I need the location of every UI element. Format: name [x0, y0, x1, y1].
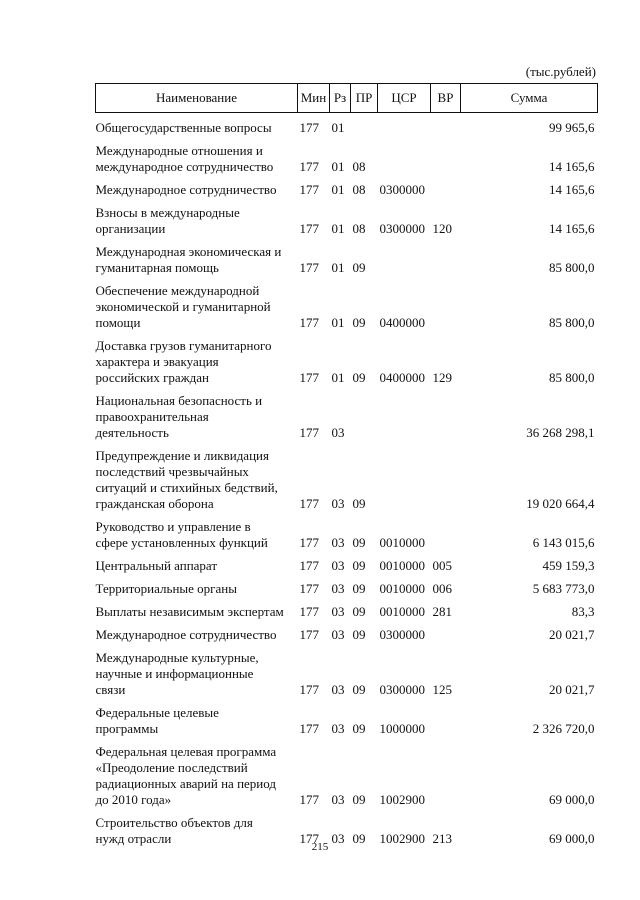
row-name-line: российских граждан [95, 370, 209, 385]
row-pr: 09 [352, 792, 366, 807]
table-row [96, 448, 598, 512]
row-pr: 09 [352, 721, 366, 736]
row-csr: 0400000 [379, 370, 425, 385]
row-name-line: организации [95, 221, 166, 236]
row-name [96, 338, 298, 386]
row-sum: 69 000,0 [549, 831, 595, 846]
header-pr: ПР [351, 84, 378, 113]
row-spacer [96, 551, 598, 558]
row-name-line: Международные отношения и [95, 143, 263, 158]
row-csr: 0300000 [379, 182, 425, 197]
header-rz: Рз [330, 84, 351, 113]
row-min: 177 [299, 604, 319, 619]
row-min: 177 [299, 182, 319, 197]
row-spacer [96, 198, 598, 205]
row-min: 177 [299, 581, 319, 596]
row-vr: 129 [432, 370, 452, 385]
row-min: 177 [299, 627, 319, 642]
table-body [96, 113, 598, 855]
row-name-line: радиационных аварий на период [95, 776, 276, 791]
row-vr: 120 [432, 221, 452, 236]
row-min: 177 [299, 792, 319, 807]
row-sum: 6 143 015,6 [532, 535, 595, 550]
row-csr: 0010000 [379, 558, 425, 573]
row-name-line: Федеральная целевая программа [95, 744, 277, 759]
row-pr: 09 [352, 604, 366, 619]
row-name-line: Международная экономическая и [95, 244, 282, 259]
row-sum: 459 159,3 [542, 558, 595, 573]
table-row [96, 558, 598, 574]
row-spacer [96, 512, 598, 519]
row-spacer [96, 386, 598, 393]
row-pr: 09 [352, 535, 366, 550]
row-name-line: Национальная безопасность и [95, 393, 263, 408]
row-name-line: Международное сотрудничество [95, 182, 277, 197]
row-rz: 03 [331, 496, 345, 511]
table-row [96, 205, 598, 237]
row-spacer [96, 331, 598, 338]
row-min: 177 [299, 425, 319, 440]
row-pr: 09 [352, 682, 366, 697]
row-pr: 08 [352, 221, 366, 236]
table-row [96, 244, 598, 276]
row-name [96, 519, 298, 551]
row-spacer [96, 237, 598, 244]
row-rz: 01 [331, 159, 345, 174]
budget-table [95, 83, 598, 854]
row-vr [431, 705, 461, 737]
row-name-line: до 2010 года» [95, 792, 172, 807]
row-name-line: ситуаций и стихийных бедствий, [95, 480, 278, 495]
row-rz: 03 [331, 682, 345, 697]
row-pr: 09 [352, 260, 366, 275]
row-rz: 03 [331, 792, 345, 807]
row-pr: 08 [352, 159, 366, 174]
row-vr [431, 627, 461, 643]
row-spacer [96, 276, 598, 283]
row-rz: 01 [331, 315, 345, 330]
row-name-line: международное сотрудничество [95, 159, 274, 174]
table-row [96, 120, 598, 136]
row-vr [431, 182, 461, 198]
row-vr: 005 [432, 558, 452, 573]
row-csr [378, 120, 431, 136]
row-rz: 03 [331, 535, 345, 550]
row-name-line: Взносы в международные [95, 205, 240, 220]
row-name-line: Международное сотрудничество [95, 627, 277, 642]
row-name-line: программы [95, 721, 159, 736]
table-row [96, 182, 598, 198]
row-spacer [96, 808, 598, 815]
row-name [96, 120, 298, 136]
row-spacer [96, 113, 598, 121]
row-pr [351, 120, 378, 136]
row-min: 177 [299, 535, 319, 550]
row-name [96, 581, 298, 597]
row-spacer [96, 441, 598, 448]
row-rz: 01 [331, 221, 345, 236]
row-sum: 99 965,6 [549, 120, 595, 135]
row-name-line: экономической и гуманитарной [95, 299, 271, 314]
row-spacer [96, 620, 598, 627]
row-name-line: Строительство объектов для [95, 815, 253, 830]
row-sum: 14 165,6 [549, 159, 595, 174]
row-spacer [96, 175, 598, 182]
row-rz: 01 [331, 370, 345, 385]
row-name-line: последствий чрезвычайных [95, 464, 249, 479]
row-sum: 2 326 720,0 [532, 721, 595, 736]
row-pr: 09 [352, 315, 366, 330]
row-pr: 09 [352, 558, 366, 573]
row-name [96, 205, 298, 237]
row-vr [431, 244, 461, 276]
row-name [96, 182, 298, 198]
header-csr: ЦСР [378, 84, 431, 113]
row-pr: 09 [352, 581, 366, 596]
table-row [96, 744, 598, 808]
table-row [96, 338, 598, 386]
table-row [96, 581, 598, 597]
table-row [96, 393, 598, 441]
header-min: Мин [298, 84, 330, 113]
row-rz: 03 [331, 425, 345, 440]
row-vr [431, 393, 461, 441]
row-name [96, 744, 298, 808]
row-csr: 0300000 [379, 682, 425, 697]
row-rz: 03 [331, 581, 345, 596]
row-name-line: Центральный аппарат [95, 558, 218, 573]
row-sum: 36 268 298,1 [526, 425, 595, 440]
row-pr: 09 [352, 831, 366, 846]
row-min: 177 [299, 370, 319, 385]
row-csr: 0300000 [379, 221, 425, 236]
row-name [96, 627, 298, 643]
row-sum: 20 021,7 [549, 682, 595, 697]
row-name [96, 143, 298, 175]
header-vr: ВР [431, 84, 461, 113]
row-csr: 0300000 [379, 627, 425, 642]
row-csr: 1000000 [379, 721, 425, 736]
row-sum: 5 683 773,0 [532, 581, 595, 596]
row-csr: 0010000 [379, 535, 425, 550]
row-pr: 09 [352, 496, 366, 511]
row-spacer [96, 737, 598, 744]
row-sum: 14 165,6 [549, 221, 595, 236]
row-vr: 213 [432, 831, 452, 846]
row-name-line: «Преодоление последствий [95, 760, 248, 775]
row-name [96, 244, 298, 276]
row-name-line: гражданская оборона [95, 496, 214, 511]
row-name-line: связи [95, 682, 126, 697]
row-rz: 01 [331, 182, 345, 197]
row-rz: 03 [331, 721, 345, 736]
row-rz: 03 [331, 604, 345, 619]
row-name-line: Обеспечение международной [95, 283, 260, 298]
header-name: Наименование [96, 84, 298, 113]
row-name-line: сфере установленных функций [95, 535, 268, 550]
row-csr: 0400000 [379, 315, 425, 330]
table-row [96, 705, 598, 737]
row-sum: 85 800,0 [549, 260, 595, 275]
row-name [96, 393, 298, 441]
header-sum: Сумма [461, 84, 598, 113]
row-name-line: правоохранительная [95, 409, 209, 424]
row-name-line: Выплаты независимым экспертам [95, 604, 284, 619]
row-csr: 0010000 [379, 581, 425, 596]
row-rz: 03 [331, 627, 345, 642]
row-name [96, 604, 298, 620]
units-label: (тыс.рублей) [525, 64, 596, 79]
row-min: 177 [299, 260, 319, 275]
row-name [96, 558, 298, 574]
row-vr [431, 744, 461, 808]
row-name-line: Доставка грузов гуманитарного [95, 338, 272, 353]
table-row [96, 283, 598, 331]
row-name [96, 448, 298, 512]
row-min: 177 [299, 120, 319, 135]
row-name-line: Руководство и управление в [95, 519, 251, 534]
row-csr: 1002900 [379, 831, 425, 846]
row-name-line: характера и эвакуация [95, 354, 219, 369]
row-min: 177 [299, 315, 319, 330]
page-number: 215 [311, 841, 329, 853]
row-vr [431, 143, 461, 175]
row-csr [378, 393, 431, 441]
row-pr: 09 [352, 370, 366, 385]
row-min: 177 [299, 721, 319, 736]
row-name-line: Международные культурные, [95, 650, 259, 665]
table-row [96, 604, 598, 620]
row-spacer [96, 136, 598, 143]
row-vr: 006 [432, 581, 452, 596]
row-spacer [96, 698, 598, 705]
row-sum: 85 800,0 [549, 370, 595, 385]
row-rz: 01 [331, 260, 345, 275]
table-row [96, 143, 598, 175]
row-csr [378, 448, 431, 512]
row-sum: 19 020 664,4 [526, 496, 595, 511]
row-sum: 85 800,0 [549, 315, 595, 330]
row-name-line: деятельность [95, 425, 169, 440]
row-min: 177 [299, 159, 319, 174]
row-vr [431, 120, 461, 136]
row-rz: 03 [331, 558, 345, 573]
row-name-line: научные и информационные [95, 666, 254, 681]
row-csr: 0010000 [379, 604, 425, 619]
row-sum: 20 021,7 [549, 627, 595, 642]
row-sum: 14 165,6 [549, 182, 595, 197]
table-row [96, 650, 598, 698]
row-name [96, 705, 298, 737]
row-name [96, 283, 298, 331]
row-min: 177 [299, 496, 319, 511]
row-csr [378, 143, 431, 175]
row-spacer [96, 574, 598, 581]
row-csr [378, 244, 431, 276]
table-row [96, 627, 598, 643]
row-csr: 1002900 [379, 792, 425, 807]
row-rz: 03 [331, 831, 345, 846]
row-name-line: нужд отрасли [95, 831, 172, 846]
row-sum: 83,3 [571, 604, 595, 619]
row-pr: 09 [352, 627, 366, 642]
row-min: 177 [299, 682, 319, 697]
row-name-line: помощи [95, 315, 141, 330]
row-vr [431, 448, 461, 512]
row-pr: 08 [352, 182, 366, 197]
table-header [96, 84, 598, 113]
row-name [96, 650, 298, 698]
row-name-line: Общегосударственные вопросы [95, 120, 272, 135]
row-name-line: Предупреждение и ликвидация [95, 448, 269, 463]
row-min: 177 [299, 558, 319, 573]
row-pr [351, 393, 378, 441]
row-name-line: Территориальные органы [95, 581, 237, 596]
row-min: 177 [299, 831, 319, 846]
row-min: 177 [299, 221, 319, 236]
row-vr [431, 519, 461, 551]
row-name-line: гуманитарная помощь [95, 260, 219, 275]
row-vr: 281 [432, 604, 452, 619]
row-name-line: Федеральные целевые [95, 705, 219, 720]
row-spacer [96, 643, 598, 650]
table-row [96, 519, 598, 551]
row-vr [431, 283, 461, 331]
row-vr: 125 [432, 682, 452, 697]
row-sum: 69 000,0 [549, 792, 595, 807]
row-rz: 01 [331, 120, 345, 135]
row-spacer [96, 597, 598, 604]
